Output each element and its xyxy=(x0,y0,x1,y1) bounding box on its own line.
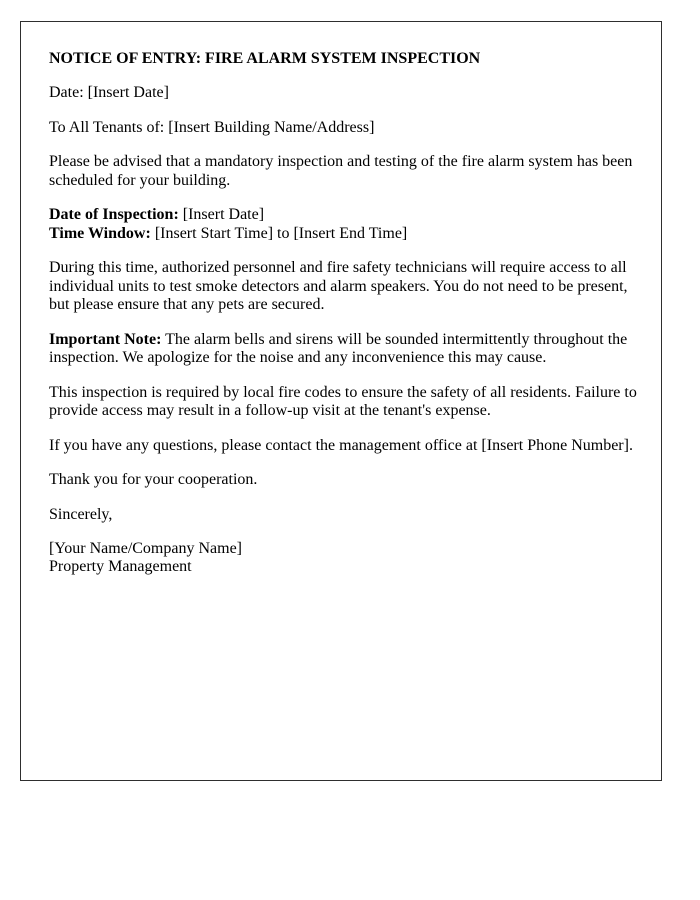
important-note-label: Important Note: xyxy=(49,330,162,348)
inspection-details-block xyxy=(49,206,637,243)
important-note-paragraph xyxy=(49,331,637,368)
signature-block xyxy=(49,540,637,577)
closing-line: Sincerely, xyxy=(49,505,113,523)
signature-name: [Your Name/Company Name] xyxy=(49,539,243,557)
important-note-text: The alarm bells and sirens will be sounded intermittently throughout the inspection. We apologize for the noise and any inconvenience this may cause. xyxy=(49,330,628,367)
access-paragraph: During this time, authorized personnel and fire safety technicians will require access to all individual units to test smoke detectors and alarm speakers. You do not need to be present, but please ensure that any pets are secured. xyxy=(49,259,628,314)
time-window-label: Time Window: xyxy=(49,224,151,242)
questions-paragraph: If you have any questions, please contact the management office at [Insert Phone Number]. xyxy=(49,436,633,454)
letter-title: NOTICE OF ENTRY: FIRE ALARM SYSTEM INSPECTION xyxy=(49,50,481,67)
inspection-date-value: [Insert Date] xyxy=(178,206,265,224)
intro-paragraph: Please be advised that a mandatory inspection and testing of the fire alarm system has been scheduled for your building. xyxy=(49,153,633,189)
signature-title: Property Management xyxy=(49,558,192,576)
date-line: Date: [Insert Date] xyxy=(49,84,169,102)
thanks-line: Thank you for your cooperation. xyxy=(49,471,258,489)
time-window-value: [Insert Start Time] to [Insert End Time] xyxy=(150,224,408,242)
letter-body xyxy=(20,21,662,781)
tenants-line: To All Tenants of: [Insert Building Name/Address] xyxy=(49,118,375,136)
inspection-date-label: Date of Inspection: xyxy=(49,206,179,224)
code-paragraph: This inspection is required by local fire codes to ensure the safety of all residents. Failure to provide access may result in a follow-up visit at the tenant's expense. xyxy=(49,383,637,420)
